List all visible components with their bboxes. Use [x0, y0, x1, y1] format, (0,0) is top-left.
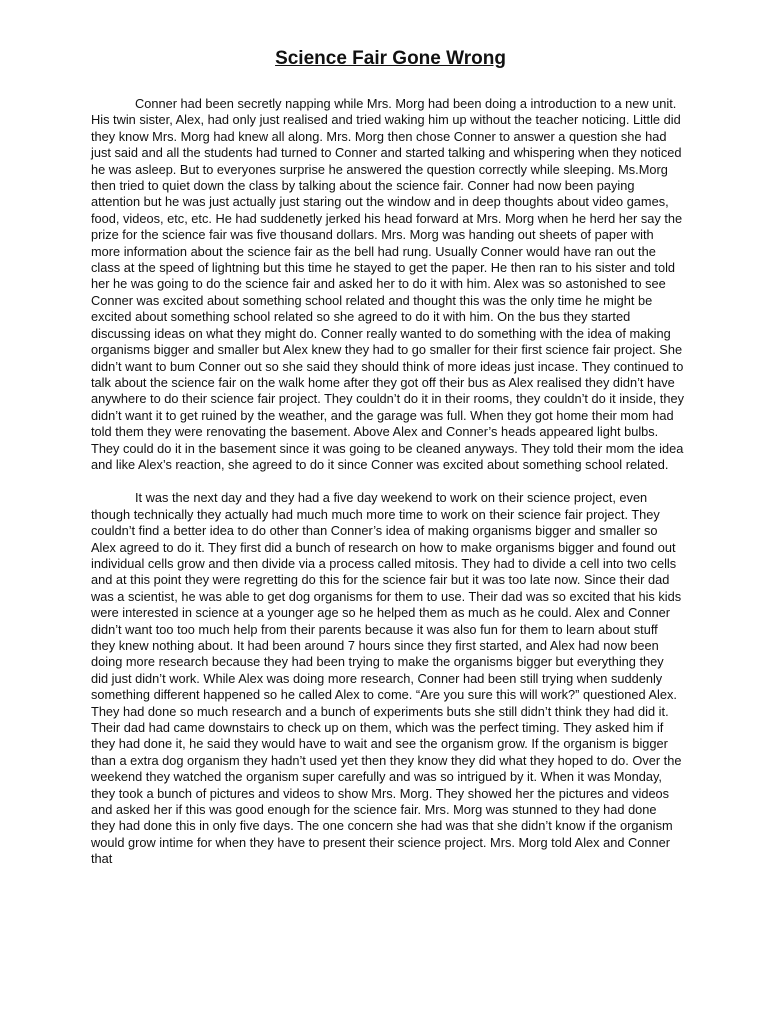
document-title: Science Fair Gone Wrong — [275, 48, 506, 69]
paragraph-2: It was the next day and they had a five day weekend to work on their science project, even though technically they actually had much much more time to work on their science fair project. They couldn’t find a better idea to do other than Conner’s idea of making organisms bigger and smaller so Alex agreed to do it. They first did a bunch of research on how to make organisms bigger and found out individual cells grow and then divide via a process called mitosis. They had to divide a cell into two cells and at this point they were regretting do this for the science fair but it was too late now. Since their dad was a scientist, he was able to get dog organisms for them to use. Their dad was so excited that his kids were interested in science at a younger age so he helped them as much as he could. Alex and Conner didn’t want too too much help from their parents because it was also fun for them to learn about stuff they knew nothing about. It had been around 7 hours since they first started, and Alex had now been doing more research because they had been trying to make the organisms bigger but everything they did just didn’t work. While Alex was doing more research, Conner had been still trying when suddenly something different happened so he called Alex to come. “Are you sure this will work?” questioned Alex. They had done so much research and a bunch of experiments buts she still didn’t think they had did it. Their dad had came downstairs to check up on them, which was the perfect timing. They asked him if they had done it, he said they would have to wait and see the organism grow. If the organism is bigger than a extra dog organism they hadn’t used yet then they know they did what they hoped to do. Over the weekend they watched the organism super carefully and was so intrigued by it. When it was Monday, they took a bunch of pictures and videos to show Mrs. Morg. They showed her the pictures and videos and asked her if this was good enough for the science fair. Mrs. Morg was stunned to they had done they had done this in only five days. The one concern she had was that she didn’t know if the organism would grow intime for when they have to present their science project. Mrs. Morg told Alex and Conner that — [91, 490, 682, 867]
paragraph-1: Conner had been secretly napping while Mrs. Morg had been doing a introduction to a new unit. His twin sister, Alex, had only just realised and tried waking him up without the teacher noticing. Little did they know Mrs. Morg had knew all along. Mrs. Morg then chose Conner to answer a question she had just said and all the students had turned to Conner and started talking and whispering when they noticed he was asleep. But to everyones surprise he answered the question correctly while sleeping. Ms.Morg then tried to quiet down the class by talking about the science fair. Conner had now been paying attention but he was just actually just staring out the window and in deep thoughts about video games, food, videos, etc, etc. He had suddenetly jerked his head forward at Mrs. Morg when he herd her say the prize for the science fair was five thousand dollars. Mrs. Morg was handing out sheets of paper with more information about the science fair as the bell had rung. Usually Conner would have ran out the class at the speed of lightning but this time he stayed to get the paper. He then ran to his sister and told her he was going to do the science fair and asked her to do it with him. Alex was so astonished to see Conner was excited about something school related and thought this was the only time he might be excited about something school related so she agreed to do it with him. On the bus they started discussing ideas on what they might do. Conner really wanted to do something with the idea of making organisms bigger and smaller but Alex knew they had to go smaller for their first science fair project. She didn’t want to bum Conner out so she said they should think of more ideas just incase. They continued to talk about the science fair on the walk home after they got off their bus as Alex realised they didn’t have anywhere to do their science fair project. They couldn’t do it in their rooms, they couldn’t do it inside, they didn’t want it to get ruined by the weather, and the garage was full. When they got home their mom had told them they were renovating the basement. Above Alex and Conner’s heads appeared light bulbs. They could do it in the basement since it was going to be cleaned anyways. They told their mom the idea and like Alex’s reaction, she agreed to do it since Conner was excited about something school related. — [91, 96, 684, 472]
